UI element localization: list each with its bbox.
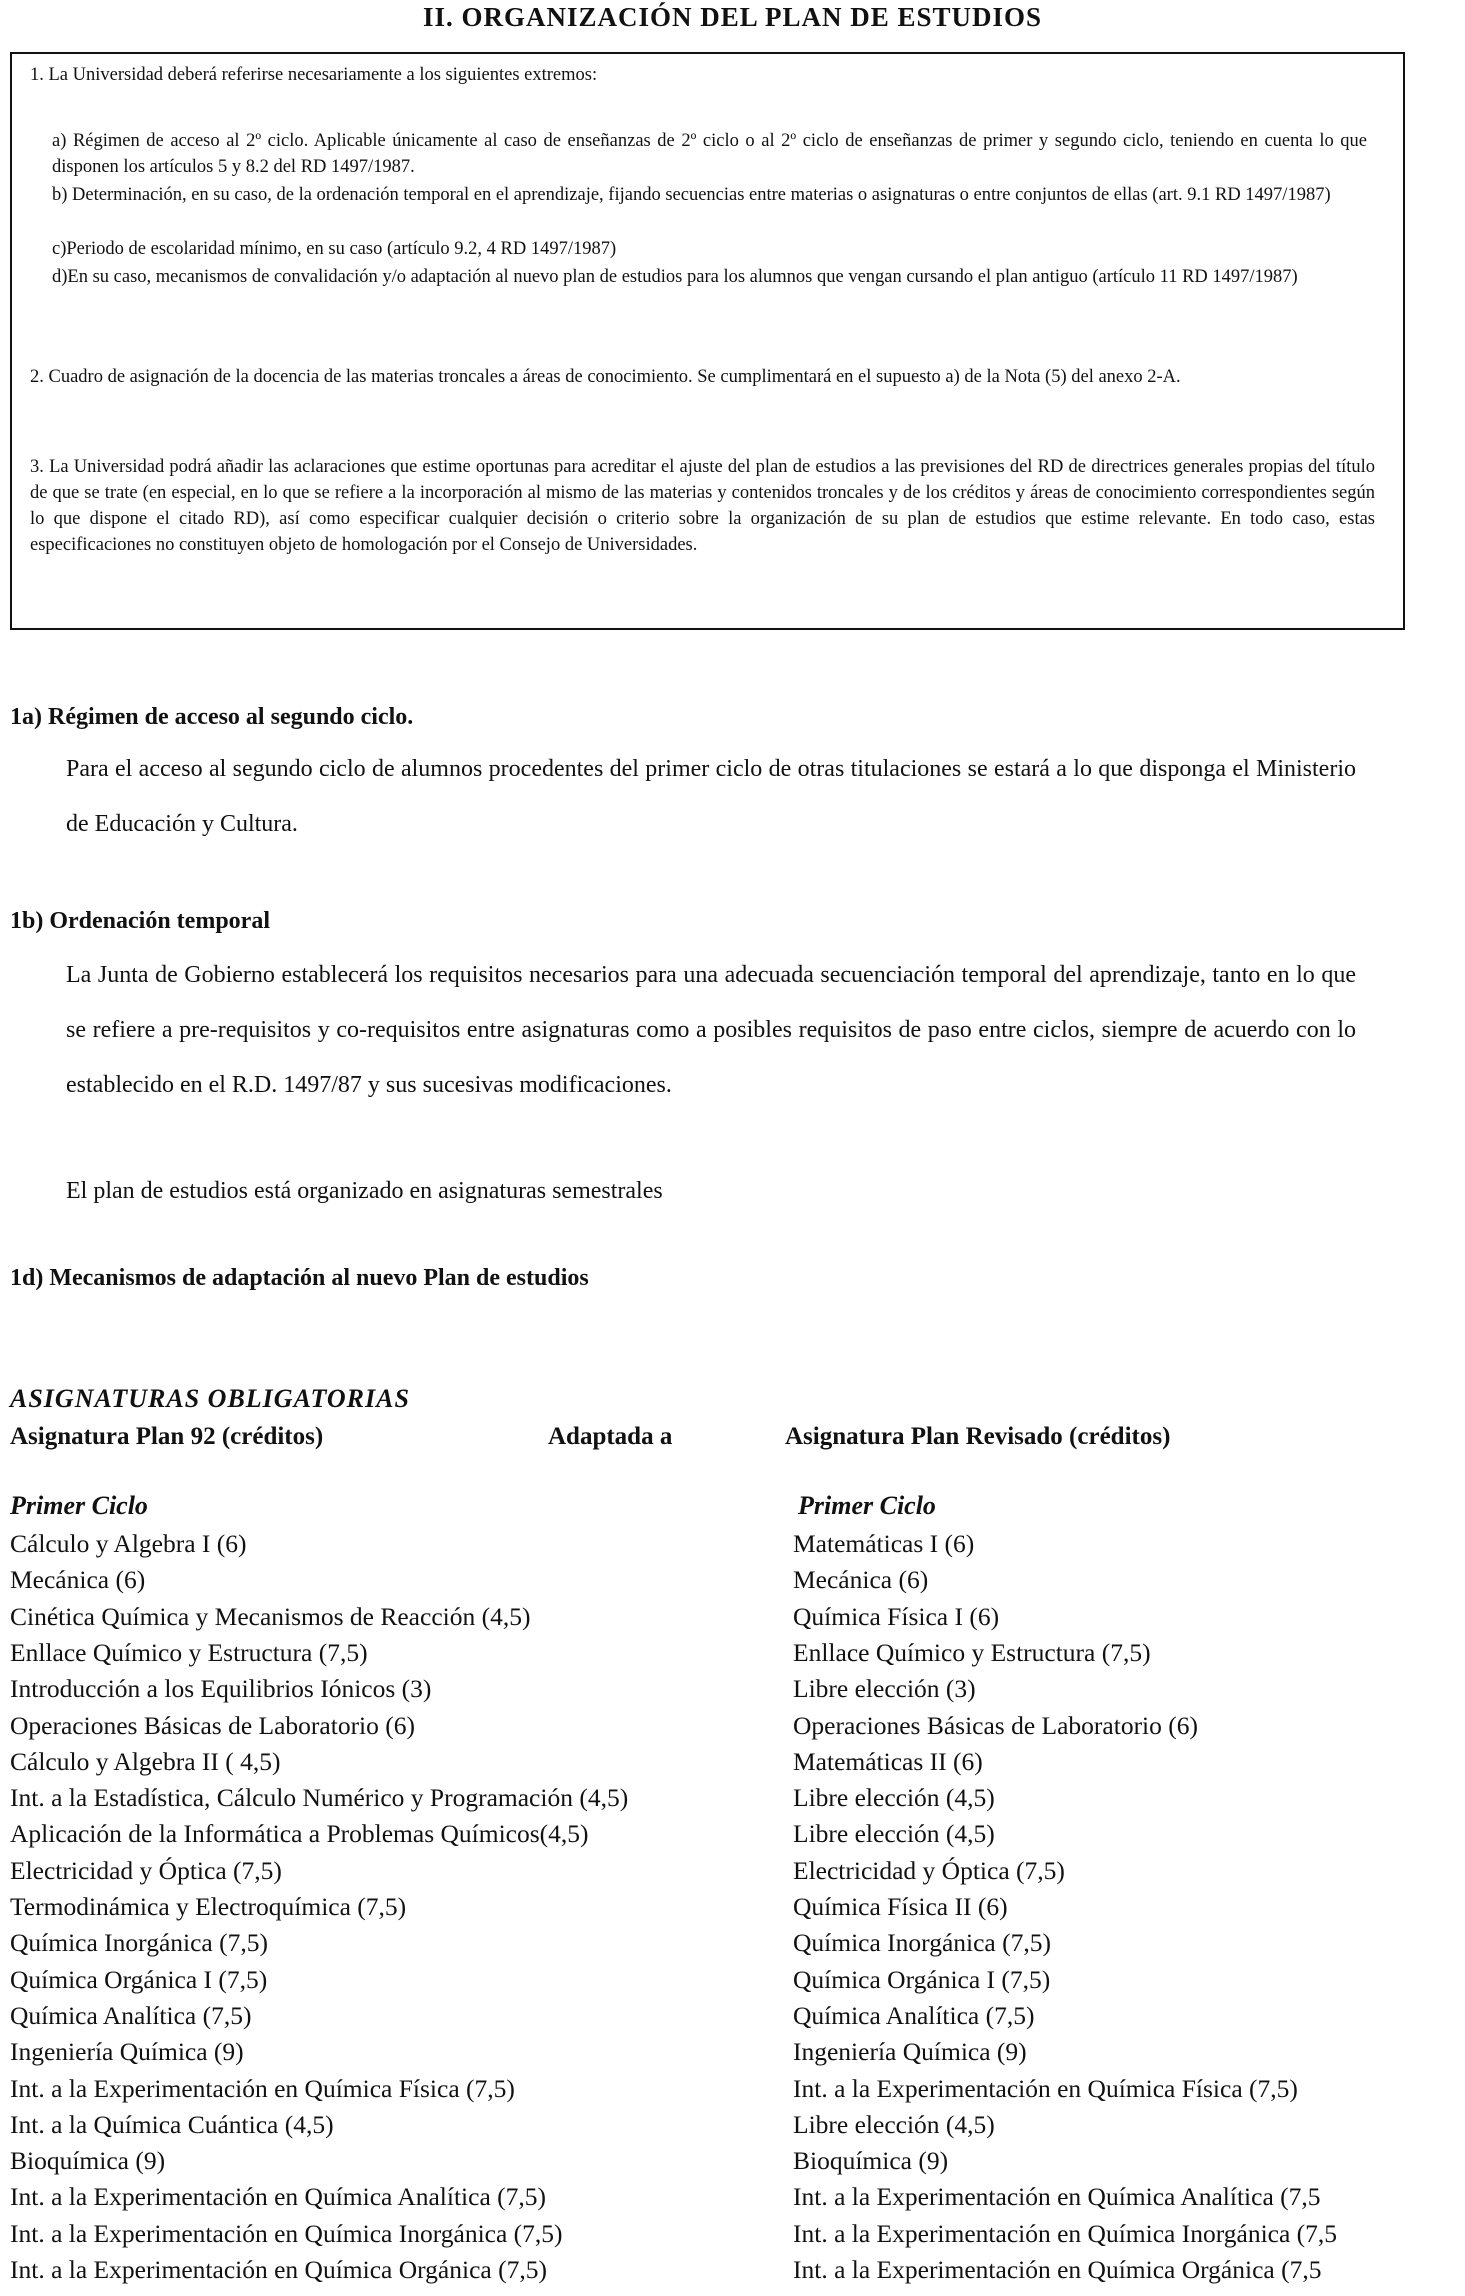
old-subject: Int. a la Estadística, Cálculo Numérico y Programación (4,5) bbox=[10, 1783, 629, 1813]
table-row bbox=[0, 1529, 1465, 1565]
old-subject: Operaciones Básicas de Laboratorio (6) bbox=[10, 1710, 415, 1740]
old-subject: Enllace Químico y Estructura (7,5) bbox=[10, 1637, 368, 1667]
new-subject: Electricidad y Óptica (7,5) bbox=[793, 1855, 1065, 1885]
table-row bbox=[0, 1747, 1465, 1783]
note-item-1d: d)En su caso, mecanismos de convalidación y/o adaptación al nuevo plan de estudios para los alumnos que vengan cursando el plan antiguo (artículo 11 RD 1497/1987) bbox=[52, 267, 1298, 287]
old-subject: Electricidad y Óptica (7,5) bbox=[10, 1855, 282, 1885]
old-subject: Cinética Química y Mecanismos de Reacción (4,5) bbox=[10, 1601, 531, 1631]
new-subject: Libre elección (4,5) bbox=[793, 1783, 995, 1813]
table-row bbox=[0, 2182, 1465, 2218]
section-1b-body: La Junta de Gobierno establecerá los requisitos necesarios para una adecuada secuenciación temporal del aprendizaje, tanto en lo que se refiere a pre-requisitos y co-requisitos entre asignaturas como a posibles requisitos de paso entre ciclos, siempre de acuerdo con lo establecido en el R.D. 1497/87 y sus sucesivas modificaciones. bbox=[66, 962, 1356, 1098]
table-row bbox=[0, 2074, 1465, 2110]
new-subject: Int. a la Experimentación en Química Física (7,5) bbox=[793, 2073, 1298, 2103]
old-subject: Introducción a los Equilibrios Iónicos (3) bbox=[10, 1674, 432, 1704]
old-subject: Int. a la Experimentación en Química Inorgánica (7,5) bbox=[10, 2218, 563, 2248]
table-row bbox=[0, 1674, 1465, 1710]
new-subject: Ingeniería Química (9) bbox=[793, 2037, 1027, 2067]
old-subject: Int. a la Experimentación en Química Física (7,5) bbox=[10, 2073, 515, 2103]
section-1a-heading: 1a) Régimen de acceso al segundo ciclo. bbox=[10, 704, 414, 730]
table-category: ASIGNATURAS OBLIGATORIAS bbox=[10, 1384, 410, 1413]
subhead-new: Primer Ciclo bbox=[798, 1491, 936, 1520]
new-subject: Matemáticas II (6) bbox=[793, 1746, 983, 1776]
note-item-1b: b) Determinación, en su caso, de la ordenación temporal en el aprendizaje, fijando secuencias entre materias o asignaturas o entre conjuntos de ellas (art. 9.1 RD 1497/1987) bbox=[52, 185, 1331, 205]
new-subject: Libre elección (4,5) bbox=[793, 1819, 995, 1849]
note-item-1-intro: 1. La Universidad deberá referirse necesariamente a los siguientes extremos: bbox=[30, 65, 598, 85]
old-subject: Int. a la Experimentación en Química Analítica (7,5) bbox=[10, 2182, 547, 2212]
new-subject: Libre elección (3) bbox=[793, 1674, 976, 1704]
subhead-old: Primer Ciclo bbox=[10, 1491, 148, 1520]
table-row bbox=[0, 1783, 1465, 1819]
old-subject: Química Analítica (7,5) bbox=[10, 2000, 252, 2030]
table-header-new: Asignatura Plan Revisado (créditos) bbox=[785, 1423, 1171, 1450]
old-subject: Química Inorgánica (7,5) bbox=[10, 1928, 268, 1958]
table-row bbox=[0, 1638, 1465, 1674]
note-item-2: 2. Cuadro de asignación de la docencia de las materias troncales a áreas de conocimiento. Se cumplimentará en el supuesto a) de la Nota (5) del anexo 2-A. bbox=[30, 367, 1181, 387]
new-subject: Int. a la Experimentación en Química Inorgánica (7,5 bbox=[793, 2218, 1338, 2248]
old-subject: Int. a la Experimentación en Química Orgánica (7,5) bbox=[10, 2255, 547, 2284]
section-1b-note: El plan de estudios está organizado en asignaturas semestrales bbox=[66, 1178, 663, 1204]
new-subject: Mecánica (6) bbox=[793, 1565, 929, 1595]
new-subject: Química Orgánica I (7,5) bbox=[793, 1964, 1051, 1994]
old-subject: Termodinámica y Electroquímica (7,5) bbox=[10, 1892, 407, 1921]
new-subject: Química Inorgánica (7,5) bbox=[793, 1928, 1051, 1958]
table-row bbox=[0, 1965, 1465, 2001]
table-row bbox=[0, 1892, 1465, 1928]
instructions-box bbox=[10, 52, 1405, 630]
table-row bbox=[0, 2001, 1465, 2037]
table-row bbox=[0, 1819, 1465, 1855]
new-subject: Libre elección (4,5) bbox=[793, 2109, 995, 2139]
old-subject: Mecánica (6) bbox=[10, 1565, 146, 1595]
section-1b-heading: 1b) Ordenación temporal bbox=[10, 908, 270, 934]
old-subject: Bioquímica (9) bbox=[10, 2146, 166, 2176]
old-subject: Aplicación de la Informática a Problemas Químicos(4,5) bbox=[10, 1819, 589, 1849]
new-subject: Matemáticas I (6) bbox=[793, 1529, 975, 1558]
old-subject: Química Orgánica I (7,5) bbox=[10, 1964, 268, 1994]
old-subject: Ingeniería Química (9) bbox=[10, 2037, 244, 2067]
table-row bbox=[0, 2110, 1465, 2146]
new-subject: Int. a la Experimentación en Química Analítica (7,5 bbox=[793, 2182, 1321, 2212]
new-subject: Química Física I (6) bbox=[793, 1601, 1000, 1631]
section-1a-body: Para el acceso al segundo ciclo de alumnos procedentes del primer ciclo de otras titulaciones se estará a lo que disponga el Ministerio de Educación y Cultura. bbox=[66, 756, 1356, 837]
table-row bbox=[0, 1565, 1465, 1601]
new-subject: Química Física II (6) bbox=[793, 1892, 1008, 1921]
table-row bbox=[0, 2037, 1465, 2073]
table-row bbox=[0, 1928, 1465, 1964]
old-subject: Cálculo y Algebra II ( 4,5) bbox=[10, 1746, 281, 1776]
new-subject: Operaciones Básicas de Laboratorio (6) bbox=[793, 1710, 1198, 1740]
table-row bbox=[0, 1711, 1465, 1747]
old-subject: Cálculo y Algebra I (6) bbox=[10, 1529, 247, 1558]
note-item-3: 3. La Universidad podrá añadir las aclaraciones que estime oportunas para acreditar el ajuste del plan de estudios a las previsiones del RD de directrices generales propias del título de que se trate (en especial, en lo que se refiere a la incorporación al mismo de las materias y contenidos troncales y de los créditos y áreas de conocimiento correspondientes según lo que dispone el citado RD), así como especificar cualquier decisión o criterio sobre la organización de su plan de estudios que estime relevante. En todo caso, estas especificaciones no constituyen objeto de homologación por el Consejo de Universidades. bbox=[30, 457, 1375, 555]
note-item-1a: a) Régimen de acceso al 2º ciclo. Aplicable únicamente al caso de enseñanzas de 2º ciclo o al 2º ciclo de enseñanzas de primer y segundo ciclo, teniendo en cuenta lo que disponen los artículos 5 y 8.2 del RD 1497/1987. bbox=[52, 131, 1367, 177]
table-row bbox=[0, 2219, 1465, 2255]
new-subject: Enllace Químico y Estructura (7,5) bbox=[793, 1637, 1151, 1667]
table-row bbox=[0, 2146, 1465, 2182]
section-1d-heading: 1d) Mecanismos de adaptación al nuevo Plan de estudios bbox=[10, 1265, 589, 1291]
table-header-old: Asignatura Plan 92 (créditos) bbox=[10, 1423, 324, 1450]
new-subject: Química Analítica (7,5) bbox=[793, 2000, 1035, 2030]
table-header-mid: Adaptada a bbox=[548, 1423, 673, 1450]
new-subject: Bioquímica (9) bbox=[793, 2146, 949, 2176]
table-row bbox=[0, 2255, 1465, 2291]
table-row bbox=[0, 1856, 1465, 1892]
old-subject: Int. a la Química Cuántica (4,5) bbox=[10, 2109, 334, 2139]
note-item-1c: c)Periodo de escolaridad mínimo, en su caso (artículo 9.2, 4 RD 1497/1987) bbox=[52, 239, 617, 259]
new-subject: Int. a la Experimentación en Química Orgánica (7,5 bbox=[793, 2255, 1322, 2284]
table-row bbox=[0, 1602, 1465, 1638]
page-title: II. ORGANIZACIÓN DEL PLAN DE ESTUDIOS bbox=[422, 2, 1043, 32]
